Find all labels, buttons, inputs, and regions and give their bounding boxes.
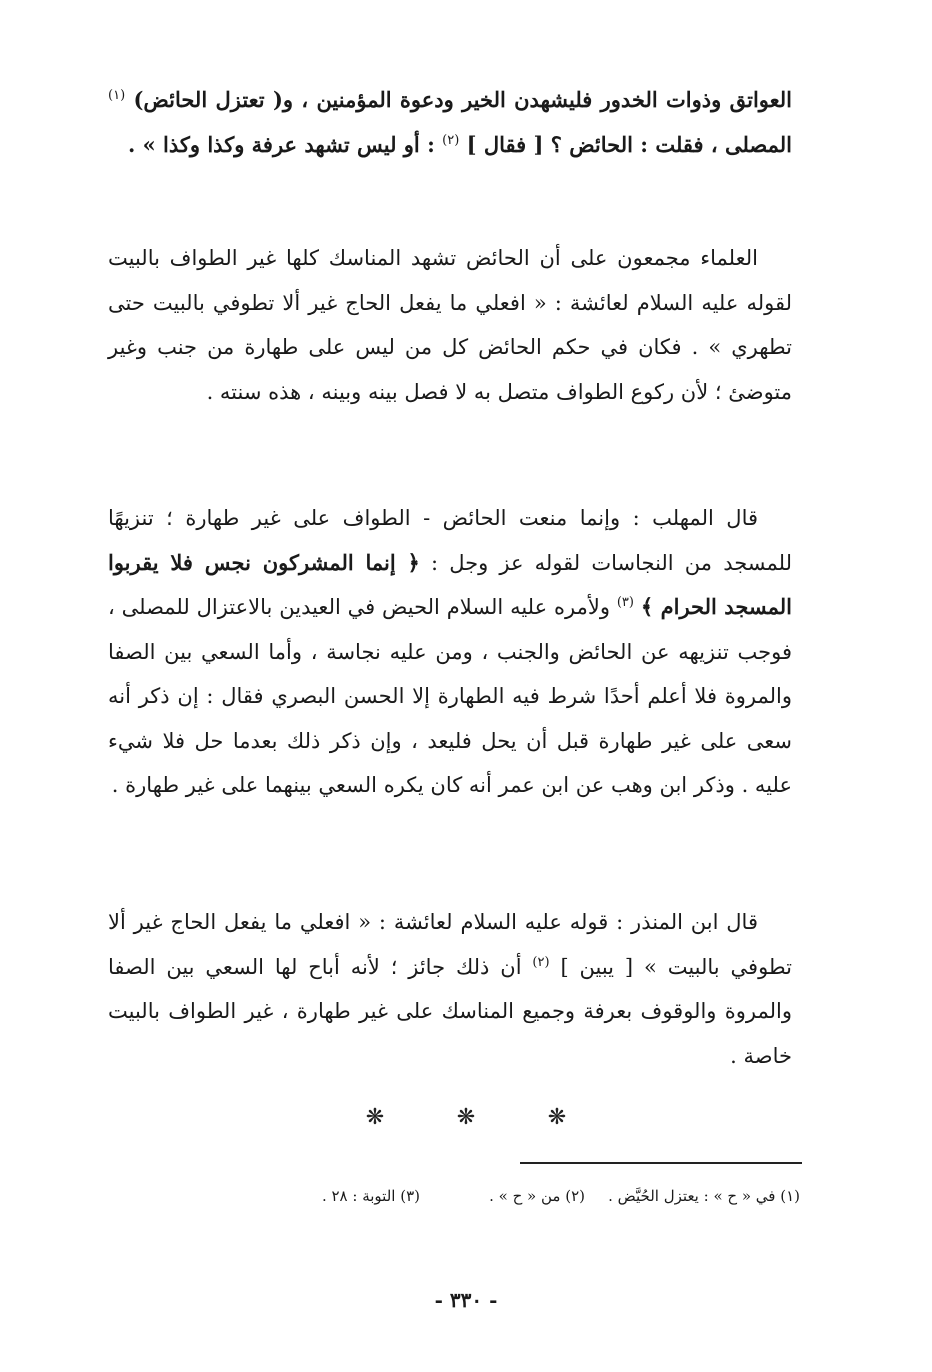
paragraph-scholars-consensus bbox=[108, 236, 792, 414]
asterisk-ornament-icon: ❋ bbox=[456, 1105, 476, 1130]
footnote-2: (٢) من « ح » . bbox=[489, 1187, 585, 1205]
footnote-ref-2b: (٢) bbox=[532, 954, 550, 970]
paragraph-text: المصلى ، فقلت : الحائض ؟ [ فقال ] bbox=[466, 131, 792, 157]
footnote-ref-1: (١) bbox=[108, 88, 126, 103]
footnote-ref-2: (٢) bbox=[442, 132, 460, 148]
paragraph-text: قال المهلب : وإنما منعت الحائض - الطواف على غير طهارة ؛ تنزيهًا للمسجد من النجاسات لقوله عز وجل : bbox=[108, 506, 792, 575]
paragraph-text: قال ابن المنذر : قوله عليه السلام لعائشة : « افعلي ما يفعل الحاج غير ألا تطوفي بالبيت » [ يبين ] bbox=[108, 910, 792, 979]
footnotes bbox=[108, 1184, 800, 1208]
quran-quote: ﴿ إنما المشركون نجس فلا يقربوا المسجد الحرام ﴾ bbox=[108, 549, 792, 619]
paragraph-hadith-continuation bbox=[108, 78, 792, 167]
page-number: - ٣٣٠ - bbox=[434, 1288, 498, 1312]
paragraph-muhallab bbox=[108, 496, 792, 808]
footnote-1: (١) في « ح » : يعتزل الحُيَّض . bbox=[608, 1187, 800, 1205]
paragraph-text: ولأمره عليه السلام الحيض في العيدين بالاعتزال للمصلى ، فوجب تنزيهه عن الحائض والجنب ، ومن عليه نجاسة ، وأما السعي بين الصفا والمروة فلا أعلم أحدًا شرط فيه الطهارة إلا الحسن البصري فقال : إن ذكر أنه سعى على غير طهارة قبل أن يحل فليعد ، وإن ذكر ذلك بعدما حل فلا شيء عليه . وذكر ابن وهب عن ابن عمر أنه كان يكره السعي بينهما على غير طهارة . bbox=[108, 595, 793, 797]
footnote-ref-3: (٣) bbox=[616, 595, 634, 610]
paragraph-text: : أو ليس تشهد عرفة وكذا وكذا » . bbox=[127, 131, 435, 157]
footnote-divider bbox=[520, 1162, 802, 1164]
asterisk-ornament-icon: ❋ bbox=[365, 1105, 385, 1130]
asterisk-ornament-icon: ❋ bbox=[547, 1105, 567, 1130]
paragraph-ibn-almundhir bbox=[108, 900, 792, 1078]
section-separator bbox=[0, 1105, 932, 1130]
footnote-3: (٣) التوبة : ٢٨ . bbox=[321, 1187, 420, 1205]
paragraph-text: العلماء مجمعون على أن الحائض تشهد المناسك كلها غير الطواف بالبيت لقوله عليه السلام لعائشة : « افعلي ما يفعل الحاج غير ألا تطوفي بالبيت حتى تطهري » . فكان في حكم الحائض كل من ليس على طهارة من جنب وغير متوضئ ؛ لأن ركوع الطواف متصل به لا فصل بينه وبينه ، هذه سنته . bbox=[108, 246, 792, 404]
paragraph-text: أن ذلك جائز ؛ لأنه أباح لها السعي بين الصفا والمروة والوقوف بعرفة وجميع المناسك على غير طهارة ، غير الطواف بالبيت خاصة . bbox=[108, 954, 792, 1068]
paragraph-text: العواتق وذوات الخدور فليشهدن الخير ودعوة المؤمنين ، و( تعتزل الحائض) bbox=[133, 87, 792, 112]
